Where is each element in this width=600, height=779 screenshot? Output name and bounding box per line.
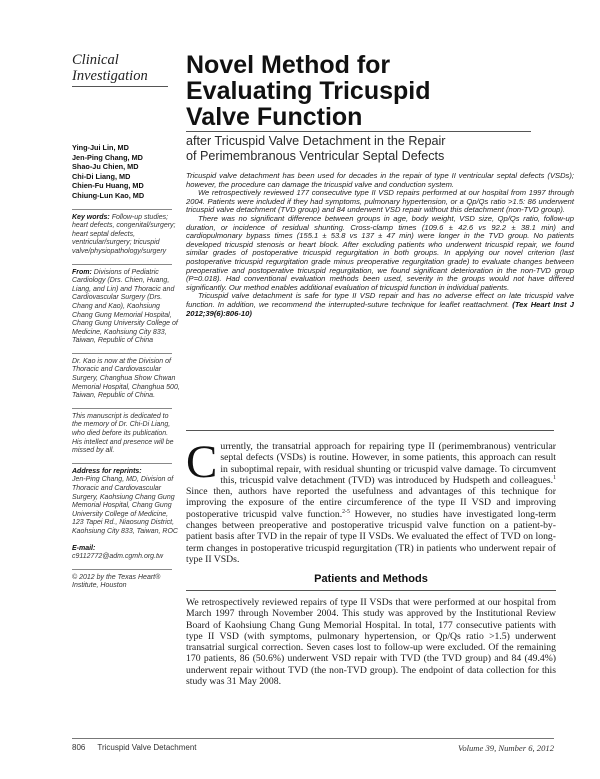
sidebar-divider xyxy=(72,569,172,570)
abstract-paragraph: There was no significant difference between groups in age, body weight, VSD size, Qp/Qs ratio, follow-up duration, or incidence of residual shunting. Cross-clamp times (109.6 ± 42.6 vs 92.2 ± 38.1 min) and cardiopulmonary bypass times (155.1 ± 53.8 vs 137 ± 47 min) were longer in the TVD group. No patients developed tricuspid stenosis or heart block. After excluding patients who underwent tricuspid repair, we found similar grades of postoperative tricuspid regurgitation in both groups. In applying our novel criterion (last postoperative tricuspid regurgitation grade minus preoperative regurgitation grade) to evaluate changes between preoperative and postoperative tricuspid regurgitation, we found significant deterioration in the non-TVD group (P=0.018). Had conventional evaluation methods been used, severity in the groups would not have differed significantly. Our method enables additional evaluation of tricuspid function in individual patients. xyxy=(186,213,574,292)
abstract-paragraph: Tricuspid valve detachment has been used for decades in the repair of type II ventricular septal defects (VSDs); however, the procedure can damage the tricuspid valve and conduction system. xyxy=(186,171,574,189)
title-line2: Evaluating Tricuspid xyxy=(186,77,431,105)
email-address[interactable]: c9112772@adm.cgmh.org.tw xyxy=(72,553,164,561)
sidebar-divider xyxy=(72,209,172,210)
subtitle-line2: of Perimembranous Ventricular Septal Defects xyxy=(186,149,445,163)
author: Shao-Ju Chien, MD xyxy=(72,162,139,172)
author: Ying-Jui Lin, MD xyxy=(72,143,129,152)
abstract-paragraph xyxy=(186,292,574,318)
from-text: Divisions of Pediatric Cardiology (Drs. Chien, Huang, Liang, and Lin) and Thoracic and Cardiovascular Surgery (Drs. Chang and Kao), Kaohsiung Chang Gung Memorial Hospital, Chang Gung University College of Medicine, Kaohsiung City 833, Taiwan, Republic of China xyxy=(72,268,178,345)
intro-text: urrently, the transatrial approach for repairing type II (perimembranous) ventricular septal defects (VSDs) is routine. However, in some patients, this approach can result in suboptimal repair, with residual shunting or tricuspid valve damage. To circumvent this, tricuspid valve detachment (TVD) was introduced by Hudspeth and colleagues. xyxy=(220,441,556,486)
page-number: 806 xyxy=(72,743,86,752)
keywords-label: Key words: xyxy=(72,213,110,221)
author: Chiung-Lun Kao, MD xyxy=(72,190,145,200)
section-heading-divider xyxy=(186,590,556,591)
reprints-label: Address for reprints: xyxy=(72,467,142,475)
abstract-paragraph: We retrospectively reviewed 177 consecutive type II VSD repairs performed at our hospital from 1997 through 2004. Patients were included if they had symptoms, pulmonary hypertension, or a Qp/Qs ratio >1.5: 86 underwent tricuspid valve detachment (TVD group) and 84 underwent VSD repair without this detachment (non-TVD group). xyxy=(186,188,574,215)
reprints-text: Jen-Ping Chang, MD, Division of Thoracic and Cardiovascular Surgery, Kaohsiung Chang Gung Memorial Hospital, Chang Gung University College of Medicine, 123 Tapei Rd., Niaosung District, Kaohsiung City 833, Taiwan, ROC xyxy=(72,476,178,535)
dedication-note: This manuscript is dedicated to the memory of Dr. Chi-Di Liang, who died before its publication. His intellect and presence will be missed by all. xyxy=(72,412,174,455)
keywords-text: Follow-up studies; heart defects, congenital/surgery; heart septal defects, ventricular/surgery; tricuspid valve/physiopathology/surgery xyxy=(72,213,176,255)
footer-divider xyxy=(72,738,554,739)
intro-text: Since then, authors have reported the usefulness and advantages of this technique for improving the exposure of the entire circumference of the type II VSD and improving postoperative tricuspid valve function. xyxy=(186,486,556,520)
from-label: From: xyxy=(72,268,92,276)
title-divider xyxy=(186,131,531,132)
journal-citation: (Tex Heart Inst J 2012;39(6):806-10) xyxy=(186,299,574,318)
author: Chien-Fu Huang, MD xyxy=(72,181,144,191)
sidebar-divider xyxy=(72,353,172,354)
section-heading: Patients and Methods xyxy=(314,573,428,585)
reference-marker[interactable]: 2-5 xyxy=(342,508,350,515)
author-list xyxy=(72,143,180,201)
footer-left xyxy=(72,743,197,752)
copyright: © 2012 by the Texas Heart® Institute, Houston xyxy=(72,573,161,590)
introduction xyxy=(186,436,556,565)
article-subtitle xyxy=(186,134,576,164)
sidebar-divider xyxy=(72,408,172,409)
section-label-line2: Investigation xyxy=(72,68,148,84)
methods-section xyxy=(186,597,556,687)
sidebar-divider xyxy=(72,264,172,265)
sidebar xyxy=(72,143,180,591)
section-label xyxy=(72,52,172,84)
drop-cap: C xyxy=(186,436,218,488)
methods-paragraph: We retrospectively reviewed repairs of type II VSDs that were performed at our hospital from March 1997 through November 2004. This study was approved by the Institutional Review Board of Kaohsiung Chang Gung Memorial Hospital. In total, 177 consecutive patients with type II VSD (with symptoms, pulmonary hypertension, or Qp/Qs ratio >1.5) underwent transatrial surgical correction. Seven cases lost to follow-up were excluded. Of the remaining 170 patients, 86 (50.6%) underwent VSD repair with TVD (the TVD group) and 84 (49.4%) underwent repair without TVD (the non-TVD group). The endpoint of data collection for this study was 31 May 2008. xyxy=(186,597,556,688)
reprints-block xyxy=(72,468,180,537)
volume-info: Volume 39, Number 6, 2012 xyxy=(458,743,554,753)
author: Jen-Ping Chang, MD xyxy=(72,152,143,162)
author-note: Dr. Kao is now at the Division of Thoracic and Cardiovascular Surgery, Changhua Show Chwan Memorial Hospital, Changhua 500, Taiwan, Republic of China. xyxy=(72,357,180,400)
intro-text: However, no studies have investigated long-term changes between preoperative and postoperative tricuspid valve function on a patient-by-patient basis after TVD in the repair of type II VSDs. We evaluated the effect of TVD on long-term changes in postoperative tricuspid regurgitation (TR) in patients who underwent repair of type II VSDs. xyxy=(186,508,556,565)
abstract xyxy=(186,172,574,318)
abstract-divider xyxy=(186,430,554,431)
article-title xyxy=(186,52,576,130)
reference-marker[interactable]: 1 xyxy=(553,474,556,481)
author: Chi-Di Liang, MD xyxy=(72,171,131,181)
affiliation-block xyxy=(72,269,180,346)
email-label: E-mail: xyxy=(72,544,96,552)
subtitle-line1: after Tricuspid Valve Detachment in the Repair xyxy=(186,134,446,148)
section-label-line1: Clinical xyxy=(72,52,119,68)
email-block xyxy=(72,545,180,562)
section-divider xyxy=(72,86,168,87)
abstract-conclusion: Tricuspid valve detachment is safe for type II VSD repair and has no adverse effect on late tricuspid valve function. In addition, we recommend the interrupted-suture technique for leaflet reattachment. xyxy=(186,291,574,309)
running-title: Tricuspid Valve Detachment xyxy=(97,743,197,752)
title-line3: Valve Function xyxy=(186,103,363,131)
sidebar-divider xyxy=(72,463,172,464)
keywords-block xyxy=(72,214,180,257)
title-line1: Novel Method for xyxy=(186,51,391,79)
